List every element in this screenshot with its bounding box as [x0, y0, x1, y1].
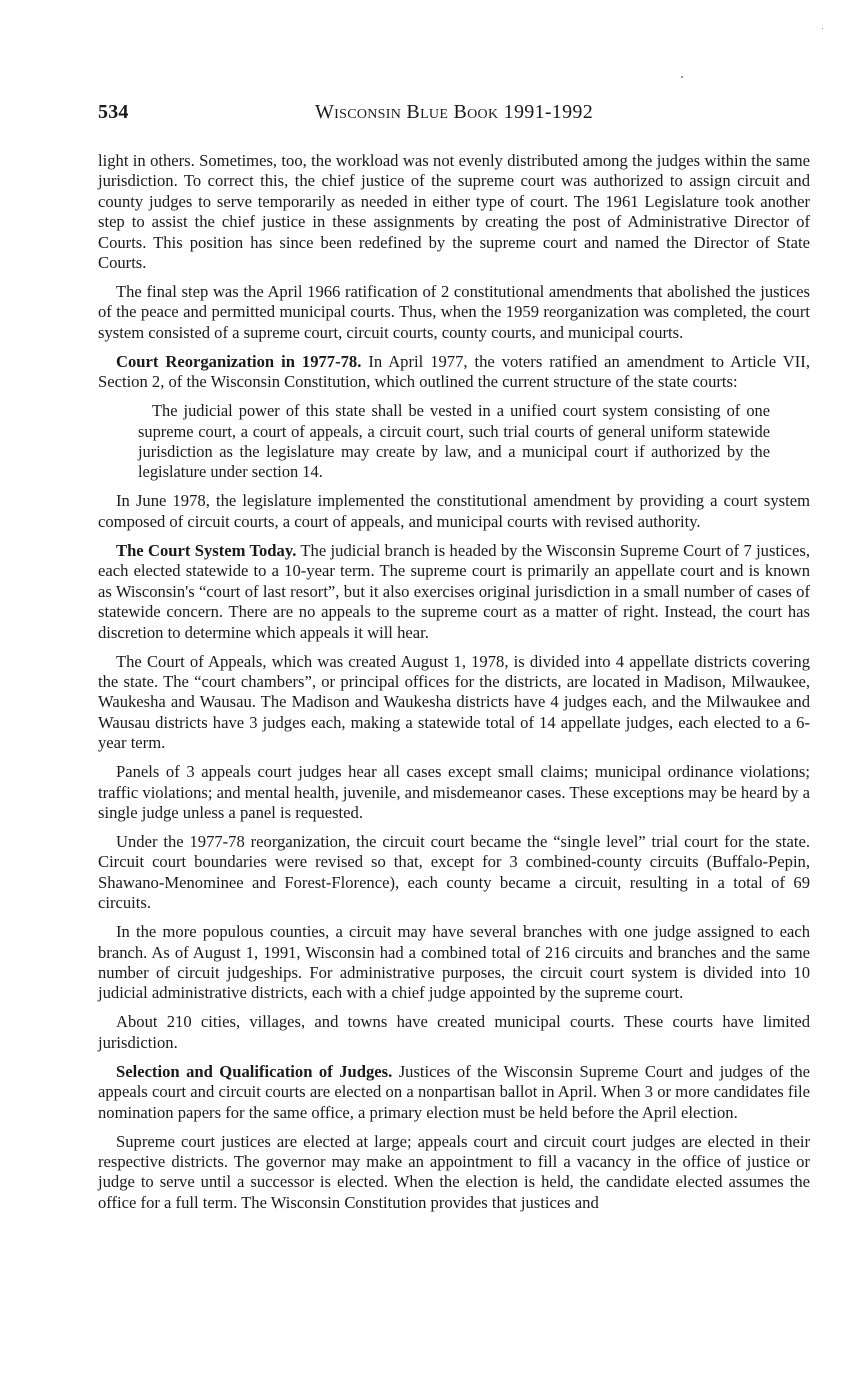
paragraph-text: The final step was the April 1966 ratification of 2 constitutional amendments that abolished the justices of the peace and permitted municipal courts. Thus, when the 1959 reorganization was completed, the court system consisted of a supreme court, circuit courts, county courts, and municipal courts.	[98, 282, 810, 342]
constitution-quote	[138, 401, 770, 483]
paragraph	[98, 762, 810, 823]
paragraph-text: In June 1978, the legislature implemented the constitutional amendment by providing a court system composed of circuit courts, a court of appeals, and municipal courts with revised authority.	[98, 491, 810, 531]
section-heading: Court Reorganization in 1977-78.	[116, 351, 362, 371]
paragraph-continued	[98, 151, 810, 273]
paragraph	[98, 1012, 810, 1053]
section-heading: Selection and Qualification of Judges.	[116, 1061, 393, 1081]
paragraph	[98, 652, 810, 754]
paragraph-text: The Court of Appeals, which was created August 1, 1978, is divided into 4 appellate districts covering the state. The “court chambers”, or principal offices for the districts, are located in Madison, Milwaukee, Waukesha and Wausau. The Madison and Waukesha districts have 4 judges each, and the Milwaukee and Wausau districts have 3 judges each, making a statewide total of 14 appellate judges, each elected to a 6-year term.	[98, 651, 810, 753]
paragraph	[98, 922, 810, 1004]
body-text	[98, 151, 810, 1222]
paragraph-text: In April 1977, the voters ratified an amendment to Article VII, Section 2, of the Wisconsin Constitution, which outlined the current structure of the state courts:	[98, 351, 810, 392]
section-heading: The Court System Today.	[116, 540, 297, 560]
scan-speck	[681, 76, 683, 78]
paragraph-text: Panels of 3 appeals court judges hear all cases except small claims; municipal ordinance violations; traffic violations; and mental health, juvenile, and misdemeanor cases. These exceptions may be heard by a single judge unless a panel is requested.	[98, 762, 810, 822]
paragraph-text: Supreme court justices are elected at large; appeals court and circuit court judges are elected in their respective districts. The governor may make an appointment to fill a vacancy in the office of justice or judge to serve until a successor is elected. When the election is held, the candidate elected assumes the office for a full term. The Wisconsin Constitution provides that justices and	[98, 1131, 810, 1212]
paragraph-text: Justices of the Wisconsin Supreme Court and judges of the appeals court and circuit courts are elected on a nonpartisan ballot in April. When 3 or more candidates file nomination papers for the same office, a primary election must be held before the April election.	[98, 1061, 810, 1122]
paragraph-text: Under the 1977-78 reorganization, the circuit court became the “single level” trial court for the state. Circuit court boundaries were revised so that, except for 3 combined-county circuits (Buffalo-Pepin, Shawano-Menominee and Forest-Florence), each county became a circuit, resulting in a total of 69 circuits.	[98, 831, 810, 913]
paragraph-text: In the more populous counties, a circuit may have several branches with one judge assigned to each branch. As of August 1, 1991, Wisconsin had a combined total of 216 circuits and branches and the same number of circuit judgeships. For administrative purposes, the circuit court system is divided into 10 judicial administrative districts, each with a chief judge appointed by the supreme court.	[98, 922, 810, 1003]
quote-text: The judicial power of this state shall be vested in a unified court system consisting of one supreme court, a court of appeals, a circuit court, such trial courts of general uniform statewide jurisdiction as the legislature may create by law, and a municipal court if authorized by the legislature under section 14.	[138, 401, 770, 482]
page-number: 534	[98, 101, 129, 123]
paragraph-court-system-today	[98, 541, 810, 643]
running-title: Wisconsin Blue Book 1991-1992	[314, 101, 594, 123]
paragraph-text: light in others. Sometimes, too, the workload was not evenly distributed among the judges within the same jurisdiction. To correct this, the chief justice of the supreme court was authorized to assign circuit and county judges to serve temporarily as needed in either type of court. The 1961 Legislature took another step to assist the chief justice in these assignments by creating the post of Administrative Director of Courts. This position has since been redefined by the supreme court and named the Director of State Courts.	[98, 151, 810, 273]
paragraph	[98, 491, 810, 532]
page-header	[98, 101, 810, 129]
paragraph-selection-of-judges	[98, 1062, 810, 1123]
paragraph	[98, 832, 810, 914]
paragraph-text: About 210 cities, villages, and towns have created municipal courts. These courts have limited jurisdiction.	[98, 1012, 810, 1052]
paragraph	[98, 1132, 810, 1214]
paragraph-text: The judicial branch is headed by the Wisconsin Supreme Court of 7 justices, each elected statewide to a 10-year term. The supreme court is primarily an appellate court and is known as Wisconsin's “court of last resort”, but it also exercises original jurisdiction in a small number of cases of statewide concern. There are no appeals to the supreme court as a matter of right. Instead, the court has discretion to determine which appeals it will hear.	[98, 540, 810, 642]
paragraph-court-reorganization	[98, 352, 810, 393]
scan-speck	[822, 28, 823, 29]
paragraph	[98, 282, 810, 343]
